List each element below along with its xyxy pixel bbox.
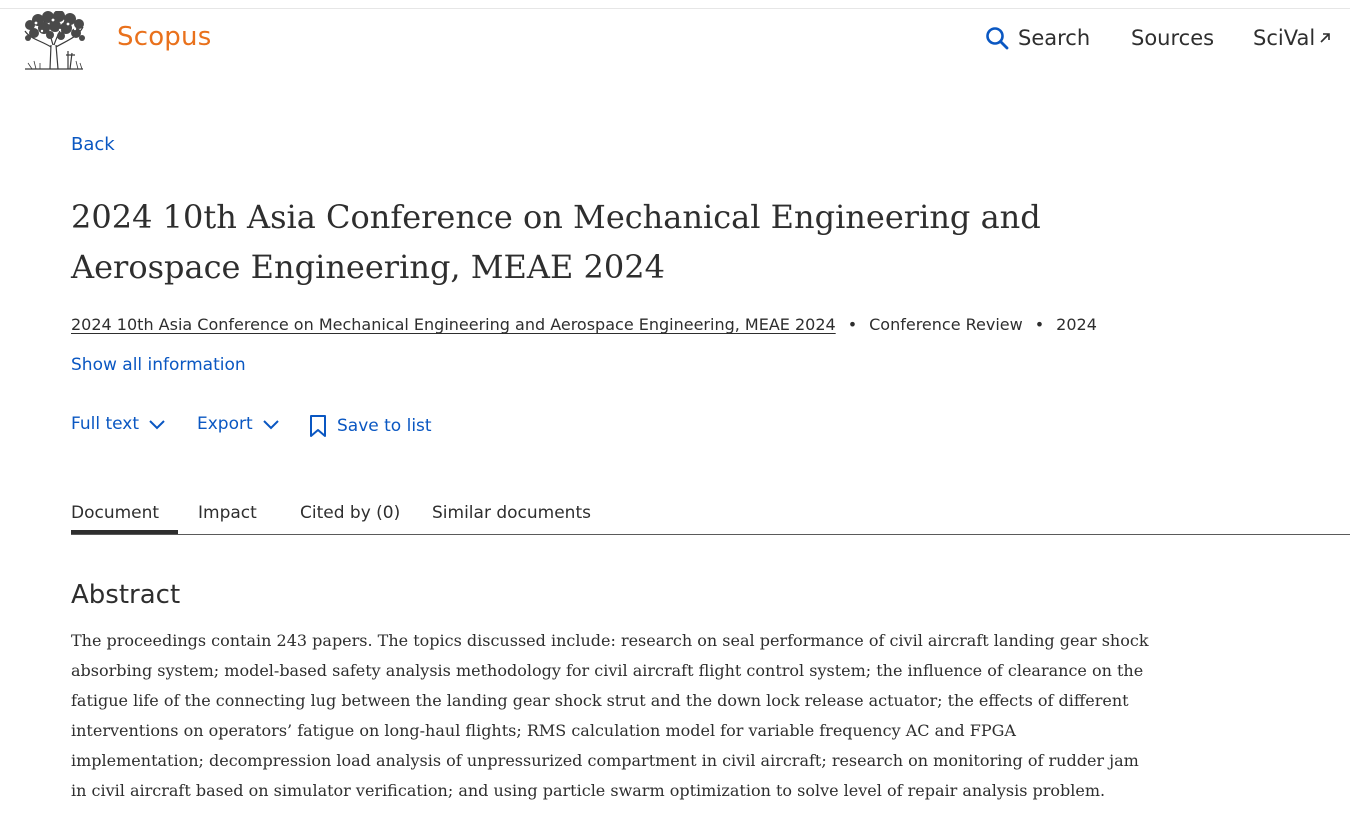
tab-impact[interactable]: Impact bbox=[198, 503, 257, 523]
chevron-down-icon bbox=[147, 417, 167, 431]
export-label: Export bbox=[197, 414, 253, 434]
document-type: Conference Review bbox=[869, 315, 1023, 334]
tab-similar-documents[interactable]: Similar documents bbox=[432, 503, 591, 523]
save-to-list-button[interactable] bbox=[309, 414, 432, 438]
bookmark-icon bbox=[309, 414, 327, 438]
save-to-list-label: Save to list bbox=[337, 416, 432, 436]
document-year: 2024 bbox=[1056, 315, 1097, 334]
nav-scival-label: SciVal bbox=[1253, 26, 1316, 50]
meta-separator: • bbox=[1034, 315, 1045, 334]
document-meta bbox=[71, 315, 1097, 334]
document-title: 2024 10th Asia Conference on Mechanical Engineering and Aerospace Engineering, MEAE 2024 bbox=[71, 198, 1041, 286]
meta-separator: • bbox=[847, 315, 858, 334]
chevron-down-icon bbox=[261, 417, 281, 431]
search-icon bbox=[985, 26, 1009, 50]
tab-cited-by[interactable]: Cited by (0) bbox=[300, 503, 401, 523]
elsevier-tree-logo[interactable] bbox=[20, 11, 88, 71]
scopus-brand[interactable]: Scopus bbox=[117, 22, 212, 52]
nav-scival[interactable] bbox=[1253, 26, 1332, 50]
tab-document[interactable]: Document bbox=[71, 503, 160, 523]
full-text-button[interactable] bbox=[71, 414, 167, 434]
abstract-heading: Abstract bbox=[71, 580, 181, 610]
external-link-icon bbox=[1318, 31, 1332, 45]
export-button[interactable] bbox=[197, 414, 281, 434]
abstract-text: The proceedings contain 243 papers. The topics discussed include: research on seal performance of civil aircraft landing gear shock absorbing system; model-based safety analysis methodology for civil aircraft flight control system; the influence of clearance on the fatigue life of the connecting lug between the landing gear shock strut and the down lock release actuator; the effects of different interventions on operators’ fatigue on long-haul flights; RMS calculation model for variable frequency AC and FPGA implementation; decompression load analysis of unpressurized compartment in civil aircraft; research on monitoring of rudder jam in civil aircraft based on simulator verification; and using particle swarm optimization to solve level of repair analysis problem. bbox=[71, 631, 1149, 800]
top-border bbox=[0, 8, 1350, 9]
nav-search[interactable] bbox=[985, 26, 1090, 50]
source-title-link[interactable]: 2024 10th Asia Conference on Mechanical Engineering and Aerospace Engineering, MEAE 2024 bbox=[71, 315, 836, 334]
full-text-label: Full text bbox=[71, 414, 140, 434]
nav-search-label: Search bbox=[1018, 26, 1091, 50]
show-all-information-link[interactable]: Show all information bbox=[71, 355, 246, 375]
back-link[interactable]: Back bbox=[71, 134, 115, 155]
tabs-divider bbox=[71, 534, 1350, 535]
nav-sources[interactable]: Sources bbox=[1131, 26, 1215, 50]
